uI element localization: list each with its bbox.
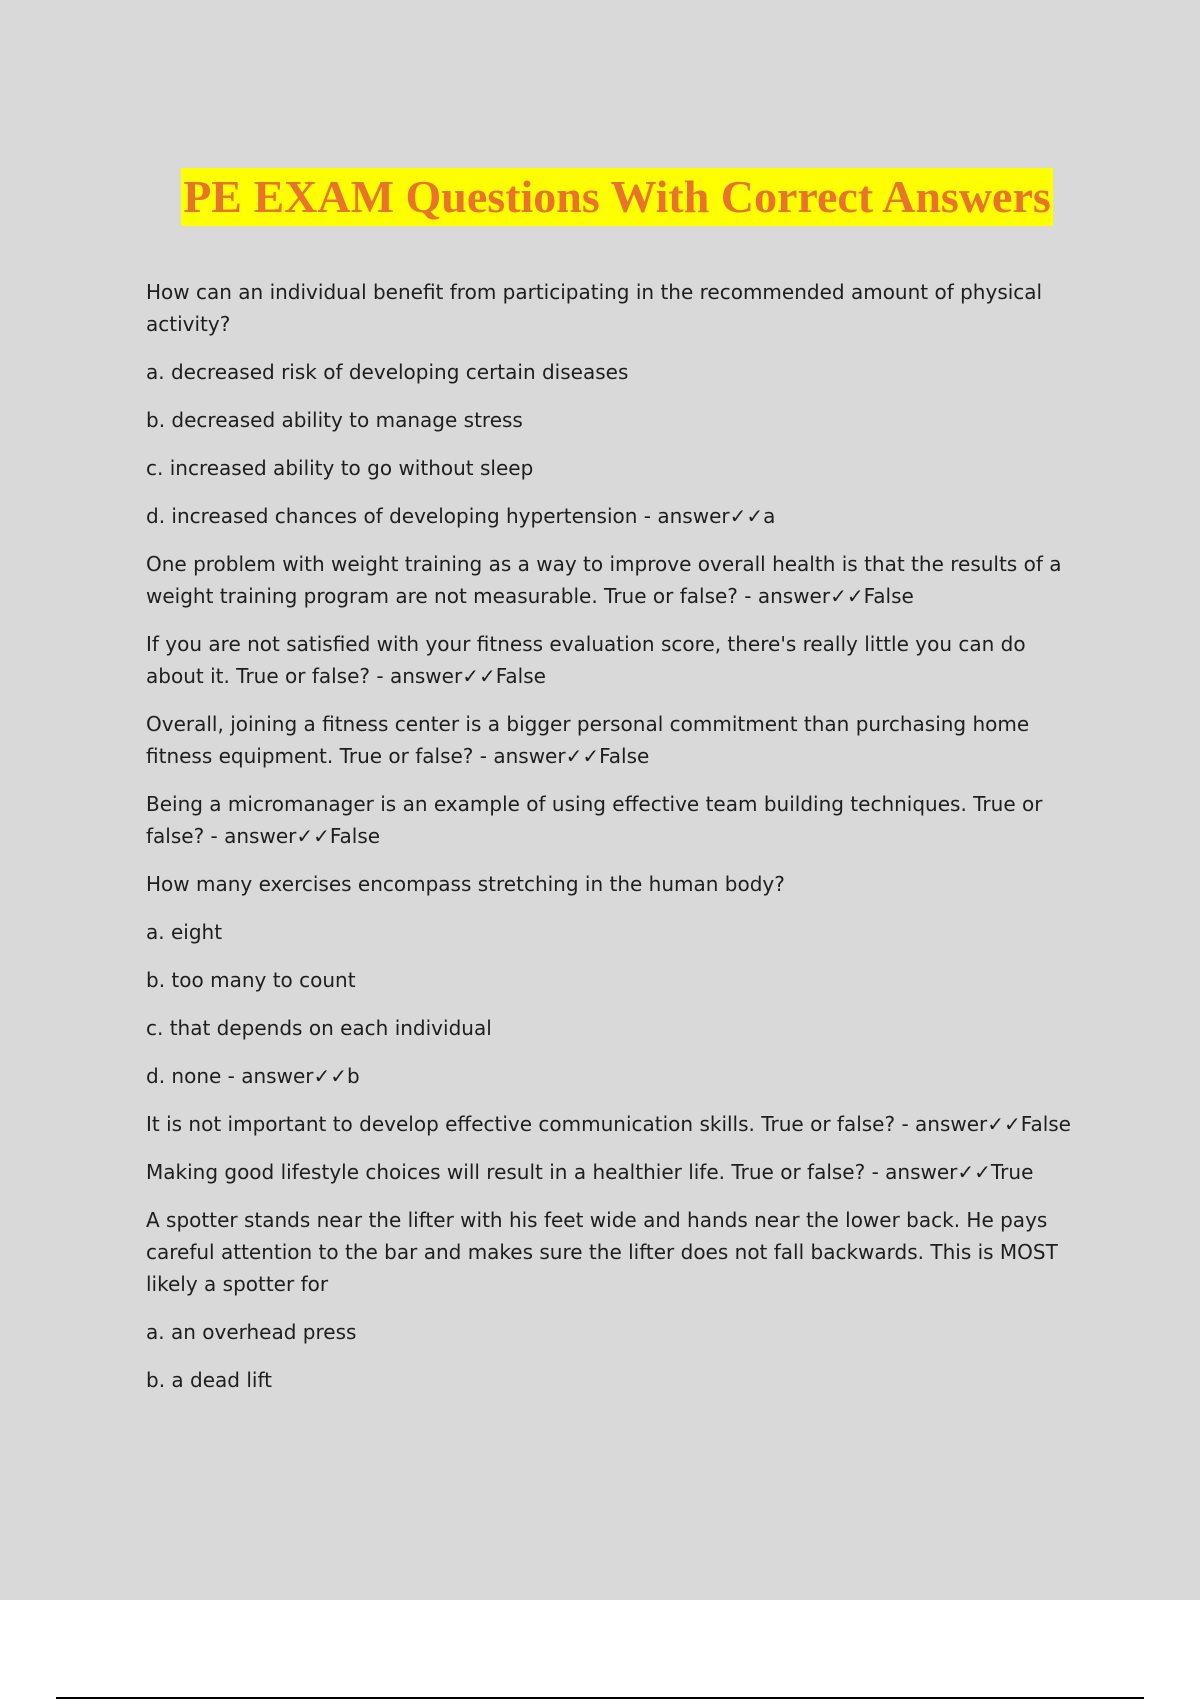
answer-option: a. decreased risk of developing certain diseases	[146, 360, 629, 384]
title-container	[0, 168, 1200, 226]
question-text: A spotter stands near the lifter with his feet wide and hands near the lower back. He pays careful attention to the bar and makes sure the lifter does not fall backwards. This is MOST likely a spotter for	[146, 1208, 1058, 1296]
question-text: It is not important to develop effective communication skills. True or false? - answer✓✓False	[146, 1112, 1071, 1136]
question-text: Being a micromanager is an example of using effective team building techniques. True or false? - answer✓✓False	[146, 792, 1043, 848]
question-text: Overall, joining a fitness center is a bigger personal commitment than purchasing home fitness equipment. True or false? - answer✓✓False	[146, 712, 1030, 768]
question-text: If you are not satisfied with your fitness evaluation score, there's really little you can do about it. True or false? - answer✓✓False	[146, 632, 1026, 688]
question-text: How many exercises encompass stretching in the human body?	[146, 872, 785, 896]
document-title: PE EXAM Questions With Correct Answers	[181, 168, 1053, 226]
answer-option: b. too many to count	[146, 968, 356, 992]
answer-option: d. increased chances of developing hypertension - answer✓✓a	[146, 504, 776, 528]
answer-option: c. increased ability to go without sleep	[146, 456, 534, 480]
question-text: Making good lifestyle choices will result in a healthier life. True or false? - answer✓✓True	[146, 1160, 1034, 1184]
footer-divider	[56, 1697, 1144, 1699]
question-text: One problem with weight training as a way to improve overall health is that the results of a weight training program are not measurable. True or false? - answer✓✓False	[146, 552, 1062, 608]
answer-option: a. an overhead press	[146, 1320, 357, 1344]
answer-option: d. none - answer✓✓b	[146, 1064, 360, 1088]
question-text: How can an individual benefit from participating in the recommended amount of physical activity?	[146, 280, 1043, 336]
document-body	[146, 276, 1084, 1412]
answer-option: c. that depends on each individual	[146, 1016, 492, 1040]
answer-option: b. decreased ability to manage stress	[146, 408, 523, 432]
answer-option: a. eight	[146, 920, 223, 944]
answer-option: b. a dead lift	[146, 1368, 272, 1392]
